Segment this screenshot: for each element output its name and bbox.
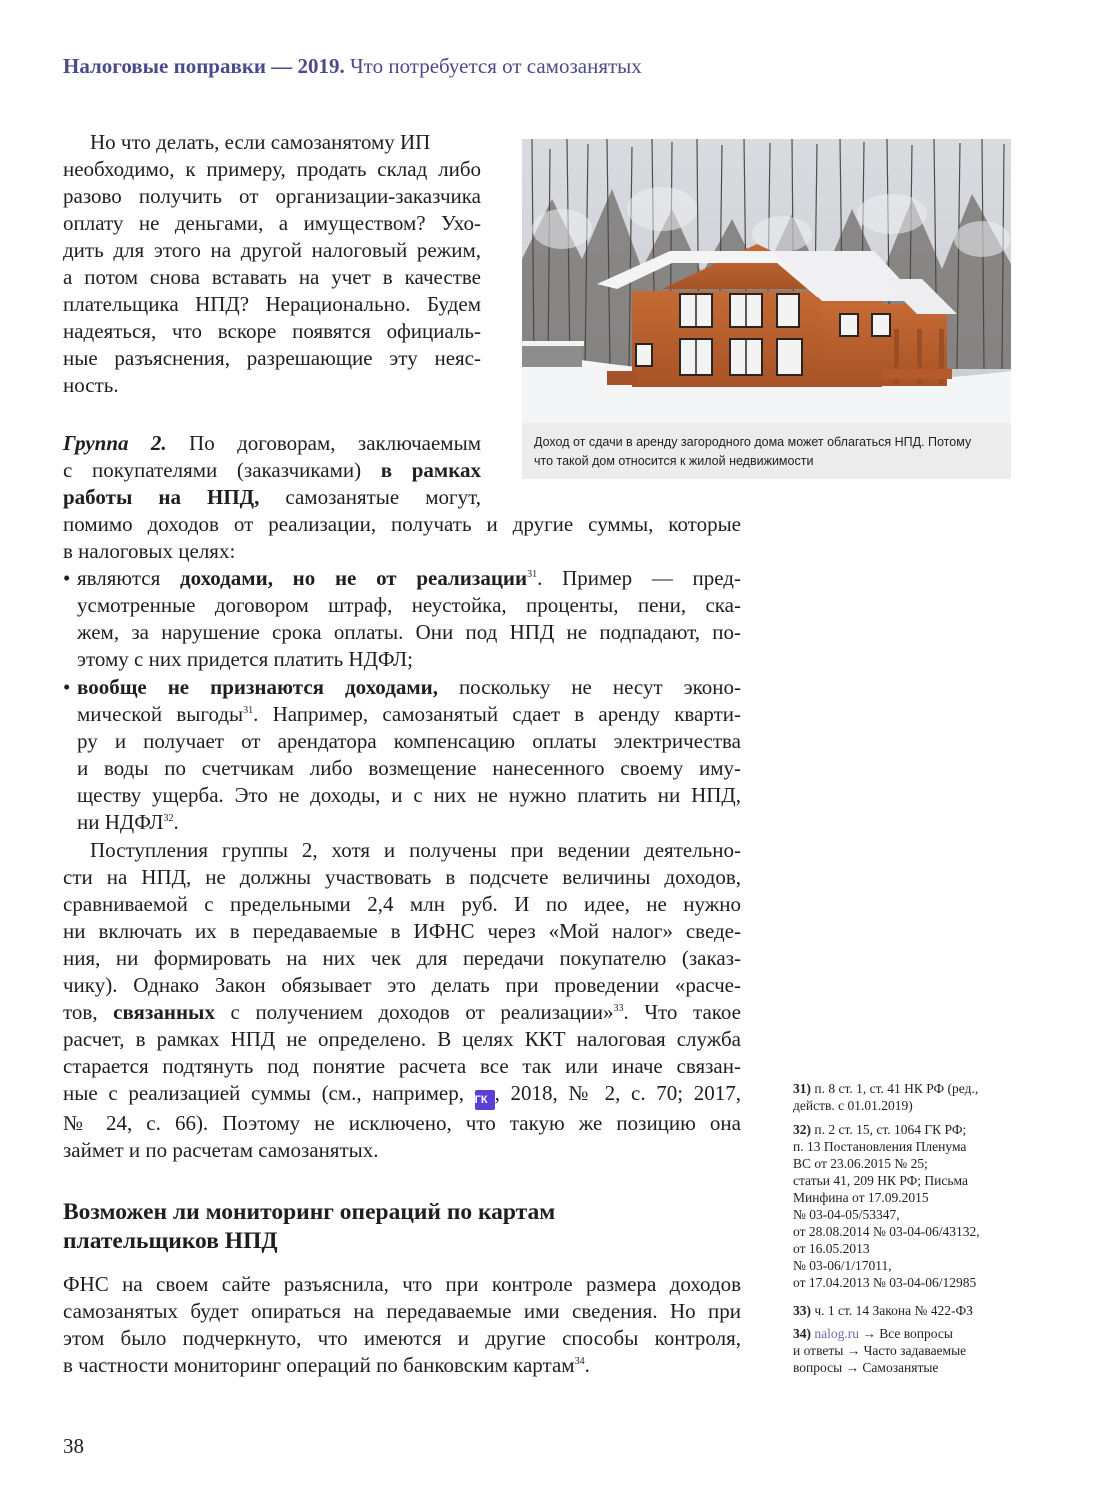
footnote-text: от 17.04.2013 № 03-04-06/12985 — [793, 1275, 977, 1290]
text-line: помимо доходов от реализации, получать и другие суммы, которые — [63, 512, 741, 536]
footnote-text: № 03-04-05/53347, — [793, 1207, 900, 1222]
text-line: ществу ущерба. Это не доходы, и с них не нужно платить ни НПД, — [77, 783, 741, 807]
text-line: Но что делать, если самозанятому ИП — [90, 130, 431, 154]
footnote-text: вопросы → Самозанятые — [793, 1360, 939, 1375]
bold-text: доходами, но не от реализации — [179, 566, 528, 590]
text-line: ные разъяснения, разрешающие эту неяс- — [63, 346, 481, 370]
text-line: жем, за нарушение срока оплаты. Они под НПД не подпадают, по- — [77, 620, 741, 644]
text-line: надеяться, что вскоре появятся официаль- — [63, 319, 481, 343]
footnote-number: 33) — [793, 1303, 811, 1318]
text-line: необходимо, к примеру, продать склад либо — [63, 157, 481, 181]
footnote-ref: 32 — [163, 813, 174, 824]
text-line: . — [584, 1353, 590, 1377]
footnote-ref: 34 — [574, 1356, 585, 1367]
bold-text: вообще не признаются доходами, — [77, 675, 438, 699]
bullet-item-2 — [63, 674, 741, 836]
footnote-text: от 28.08.2014 № 03-04-06/43132, — [793, 1224, 980, 1239]
house-photo — [522, 139, 1011, 423]
footnote-33 — [793, 1302, 1023, 1319]
footnote-31 — [793, 1080, 1023, 1114]
text-line: . Пример — пред- — [537, 566, 741, 590]
text-line: тов, — [63, 1000, 114, 1024]
footnote-text: от 16.05.2013 — [793, 1241, 870, 1256]
gk-journal-icon[interactable]: ГК — [475, 1090, 495, 1110]
bold-text: работы на НПД, — [63, 485, 260, 509]
footnote-text: № 03-06/1/17011, — [793, 1258, 892, 1273]
text-line: Поступления группы 2, хотя и получены при ведении деятельно- — [90, 838, 741, 862]
footnote-text: статьи 41, 209 НК РФ; Письма — [793, 1173, 968, 1188]
text-line: , 2018, № 2, с. 70; 2017, — [494, 1081, 741, 1105]
caption-line: Доход от сдачи в аренду загородного дома может облагаться НПД. Потому — [534, 435, 972, 449]
text-line: . — [173, 810, 179, 834]
footnote-ref: 31 — [243, 705, 254, 716]
running-header — [63, 54, 642, 79]
bullet-marker: • — [63, 675, 71, 699]
bold-text: связанных — [113, 1000, 215, 1024]
text-line: плательщика НПД? Нерационально. Будем — [63, 292, 481, 316]
text-line: займет и по расчетам самозанятых. — [63, 1138, 379, 1162]
text-line: и воды по счетчикам либо возмещение нанесенного своему иму- — [77, 756, 741, 780]
paragraph-3 — [63, 837, 741, 1164]
text-line: самозанятые могут, — [259, 485, 481, 509]
heading-line: плательщиков НПД — [63, 1228, 278, 1254]
text-line: сравниваемой с предельными 2,4 млн руб. И по идее, не нужно — [63, 892, 741, 916]
footnote-number: 34) — [793, 1326, 811, 1341]
footnote-text: п. 2 ст. 15, ст. 1064 ГК РФ; — [811, 1122, 967, 1137]
footnote-text: действ. с 01.01.2019) — [793, 1098, 913, 1113]
section-heading — [63, 1198, 555, 1256]
footnote-ref: 31 — [527, 569, 538, 580]
footnote-34 — [793, 1325, 1023, 1376]
text-line: старается подтянуть под понятие расчета все так или иначе связан- — [63, 1054, 741, 1078]
photo-caption — [522, 423, 1011, 479]
text-line: . Что такое — [623, 1000, 741, 1024]
footnote-text: п. 8 ст. 1, ст. 41 НК РФ (ред., — [811, 1081, 979, 1096]
heading-line: Возможен ли мониторинг операций по картам — [63, 1199, 556, 1225]
footnote-text: Минфина от 17.09.2015 — [793, 1190, 929, 1205]
text-line: этом было подчеркнуто, что имеются и другие способы контроля, — [63, 1326, 741, 1350]
text-line: мической выгоды — [77, 702, 244, 726]
text-line: ни включать их в передаваемые в ИФНС через «Мой налог» сведе- — [63, 919, 741, 943]
nalog-link[interactable]: nalog.ru — [814, 1326, 859, 1341]
footnote-ref: 33 — [613, 1003, 624, 1014]
text-line: являются — [77, 566, 180, 590]
footnote-text: п. 13 Постановления Пленума — [793, 1139, 967, 1154]
footnote-32 — [793, 1121, 1023, 1291]
text-line: поскольку не несут эконо- — [437, 675, 741, 699]
text-line: оплату не деньгами, а имуществом? Ухо- — [63, 211, 481, 235]
text-line: чику). Однако Закон обязывает это делать при проведении «расче- — [63, 973, 741, 997]
group2-label: Группа 2. — [63, 431, 167, 455]
text-line: самозанятых будет опираться на передаваемые ими сведения. Но при — [63, 1299, 741, 1323]
text-line: ния, ни формировать на них чек для передачи покупателю (заказ- — [63, 946, 741, 970]
caption-line: что такой дом относится к жилой недвижимости — [534, 454, 814, 468]
group2-paragraph — [63, 430, 481, 511]
text-line: этому с них придется платить НДФЛ; — [77, 647, 413, 671]
text-line: в налоговых целях: — [63, 539, 236, 563]
header-title-bold: Налоговые поправки — 2019. — [63, 54, 345, 78]
text-line: усмотренные договором штраф, неустойка, проценты, пени, ска- — [77, 593, 741, 617]
footnote-text: ч. 1 ст. 14 Закона № 422-ФЗ — [811, 1303, 973, 1318]
text-line: . Например, самозанятый сдает в аренду кварти- — [253, 702, 741, 726]
bullet-item-1 — [63, 565, 741, 673]
bullet-marker: • — [63, 566, 71, 590]
text-line: с покупателями (заказчиками) — [63, 458, 381, 482]
text-line: с получением доходов от реализации» — [214, 1000, 614, 1024]
footnote-number: 31) — [793, 1081, 811, 1096]
text-line: ФНС на своем сайте разъяснила, что при контроле размера доходов — [63, 1272, 741, 1296]
footnote-text: и ответы → Часто задаваемые — [793, 1343, 967, 1358]
footnote-text: → Все вопросы — [859, 1326, 953, 1341]
text-line: сти на НПД, не должны участвовать в подсчете величины доходов, — [63, 865, 741, 889]
text-line: а потом снова вставать на учет в качестве — [63, 265, 481, 289]
footnote-text: ВС от 23.06.2015 № 25; — [793, 1156, 928, 1171]
footnote-number: 32) — [793, 1122, 811, 1137]
group2-continuation — [63, 511, 741, 565]
house-illustration — [522, 139, 1011, 423]
text-line: ные с реализацией суммы (см., например, — [63, 1081, 475, 1105]
text-line: № 24, с. 66). Поэтому не исключено, что такую же позицию она — [63, 1111, 741, 1135]
text-line: ни НДФЛ — [77, 810, 164, 834]
text-line: ру и получает от арендатора компенсацию оплаты электричества — [77, 729, 741, 753]
text-line: ность. — [63, 373, 119, 397]
bold-text: в рамках — [380, 458, 481, 482]
text-line: разово получить от организации-заказчика — [63, 184, 481, 208]
paragraph-4 — [63, 1271, 741, 1379]
text-line: в частности мониторинг операций по банковским картам — [63, 1353, 575, 1377]
page-number: 38 — [63, 1434, 84, 1458]
text-line: расчет, в рамках НПД не определено. В целях ККТ налоговая служба — [63, 1027, 741, 1051]
header-title-rest: Что потребуется от самозанятых — [350, 54, 642, 78]
text-line: дить для этого на другой налоговый режим, — [63, 238, 481, 262]
intro-paragraph — [63, 129, 481, 399]
text-line: По договорам, заключаемым — [166, 431, 481, 455]
